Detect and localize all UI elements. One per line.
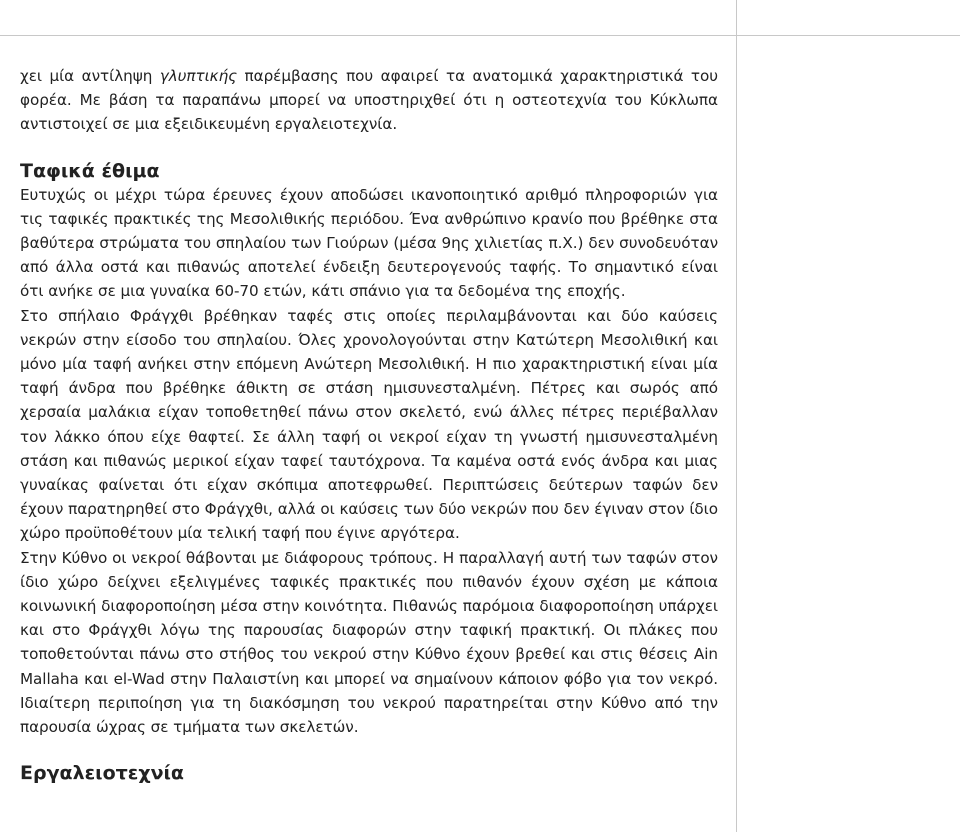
burial-paragraph-1: Ευτυχώς οι μέχρι τώρα έρευνες έχουν αποδώσει ικανοποιητικό αριθμό πληροφοριών για τις ταφικές πρακτικές της Μεσολιθικής περιόδου. Ένα ανθρώπινο κρανίο που βρέθηκε στα βαθύτερα στρώματα του σπηλαίου των Γιούρων (μέσα 9ης χιλιετίας π.Χ.) δεν συνοδευόταν από άλλα οστά και πιθανώς αποτελεί ένδειξη δευτερογενούς ταφής. Το σημαντικό είναι ότι ανήκε σε μια γυναίκα 60-70 ετών, κάτι σπάνιο για τα δεδομένα της εποχής. (20, 185, 718, 301)
top-rule (0, 35, 960, 36)
intro-paragraph (20, 64, 718, 137)
section-heading-burial-customs: Ταφικά έθιμα (20, 159, 160, 182)
section-heading-tools: Εργαλειοτεχνία (20, 762, 184, 785)
intro-italic-term: γλυπτικής (159, 67, 238, 85)
intro-text-end: παρέμβασης που αφαιρεί τα ανατομικά χαρακτηριστικά του φορέα. Με βάση τα παραπάνω μπορεί να υποστηριχθεί ότι η οστεοτεχνία του Κύκλωπα αντιστοιχεί σε μια εξειδικευμένη εργαλειοτεχνία. (20, 67, 718, 134)
burial-paragraph-3: Στην Κύθνο οι νεκροί θάβονται με διάφορους τρόπους. Η παραλλαγή αυτή των ταφών στον ίδιο χώρο δείχνει εξελιγμένες ταφικές πρακτικές που πιθανόν έχουν σχέση με κάποια κοινωνική διαφοροποίηση μέσα στην κοινότητα. Πιθανώς παρόμοια διαφοροποίηση υπάρχει και στο Φράγχθι λόγω της παρουσίας διαφορών στην ταφική πρακτική. Οι πλάκες που τοποθετούνται πάνω στο στήθος του νεκρού στην Κύθνο έχουν βρεθεί και στις θέσεις Ain Mallaha και el-Wad στην Παλαιστίνη και μπορεί να σημαίνουν κάποιον φόβο για τον νεκρό. Ιδιαίτερη περιποίηση για τη διακόσμηση του νεκρού παρατηρείται στην Κύθνο από την παρουσία ώχρας σε τμήματα των σκελετών. (20, 548, 718, 737)
page-body (20, 64, 718, 785)
burial-paragraph-2: Στο σπήλαιο Φράγχθι βρέθηκαν ταφές στις οποίες περιλαμβάνονται και δύο καύσεις νεκρών στην είσοδο του σπηλαίου. Όλες χρονολογούνται στην Κατώτερη Μεσολιθική και μόνο μία ταφή ανήκει στην επόμενη Ανώτερη Μεσολιθική. Η πιο χαρακτηριστική είναι μία ταφή άνδρα που βρέθηκε άθικτη σε στάση ημισυνεσταλμένη. Πέτρες και σωρός από χερσαία μαλάκια είχαν τοποθετηθεί πάνω στον σκελετό, ενώ άλλες πέτρες περιέβαλλαν τον λάκκο όπου είχε θαφτεί. Σε άλλη ταφή οι νεκροί είχαν τη γνωστή ημισυνεσταλμένη στάση και πιθανώς μερικοί είχαν ταφεί ταυτόχρονα. Τα καμένα οστά ενός άνδρα και μιας γυναίκας φαίνεται ότι είχαν σκόπιμα αποτεφρωθεί. Περιπτώσεις δεύτερων ταφών δεν έχουν παρατηρηθεί στο Φράγχθι, αλλά οι καύσεις των δύο νεκρών που δεν έγιναν στον ίδιο χώρο προϋποθέτουν μία τελική ταφή που έγινε αργότερα. (20, 306, 718, 543)
intro-text-start: χει μία αντίληψη (20, 67, 160, 85)
margin-rule (736, 0, 737, 832)
